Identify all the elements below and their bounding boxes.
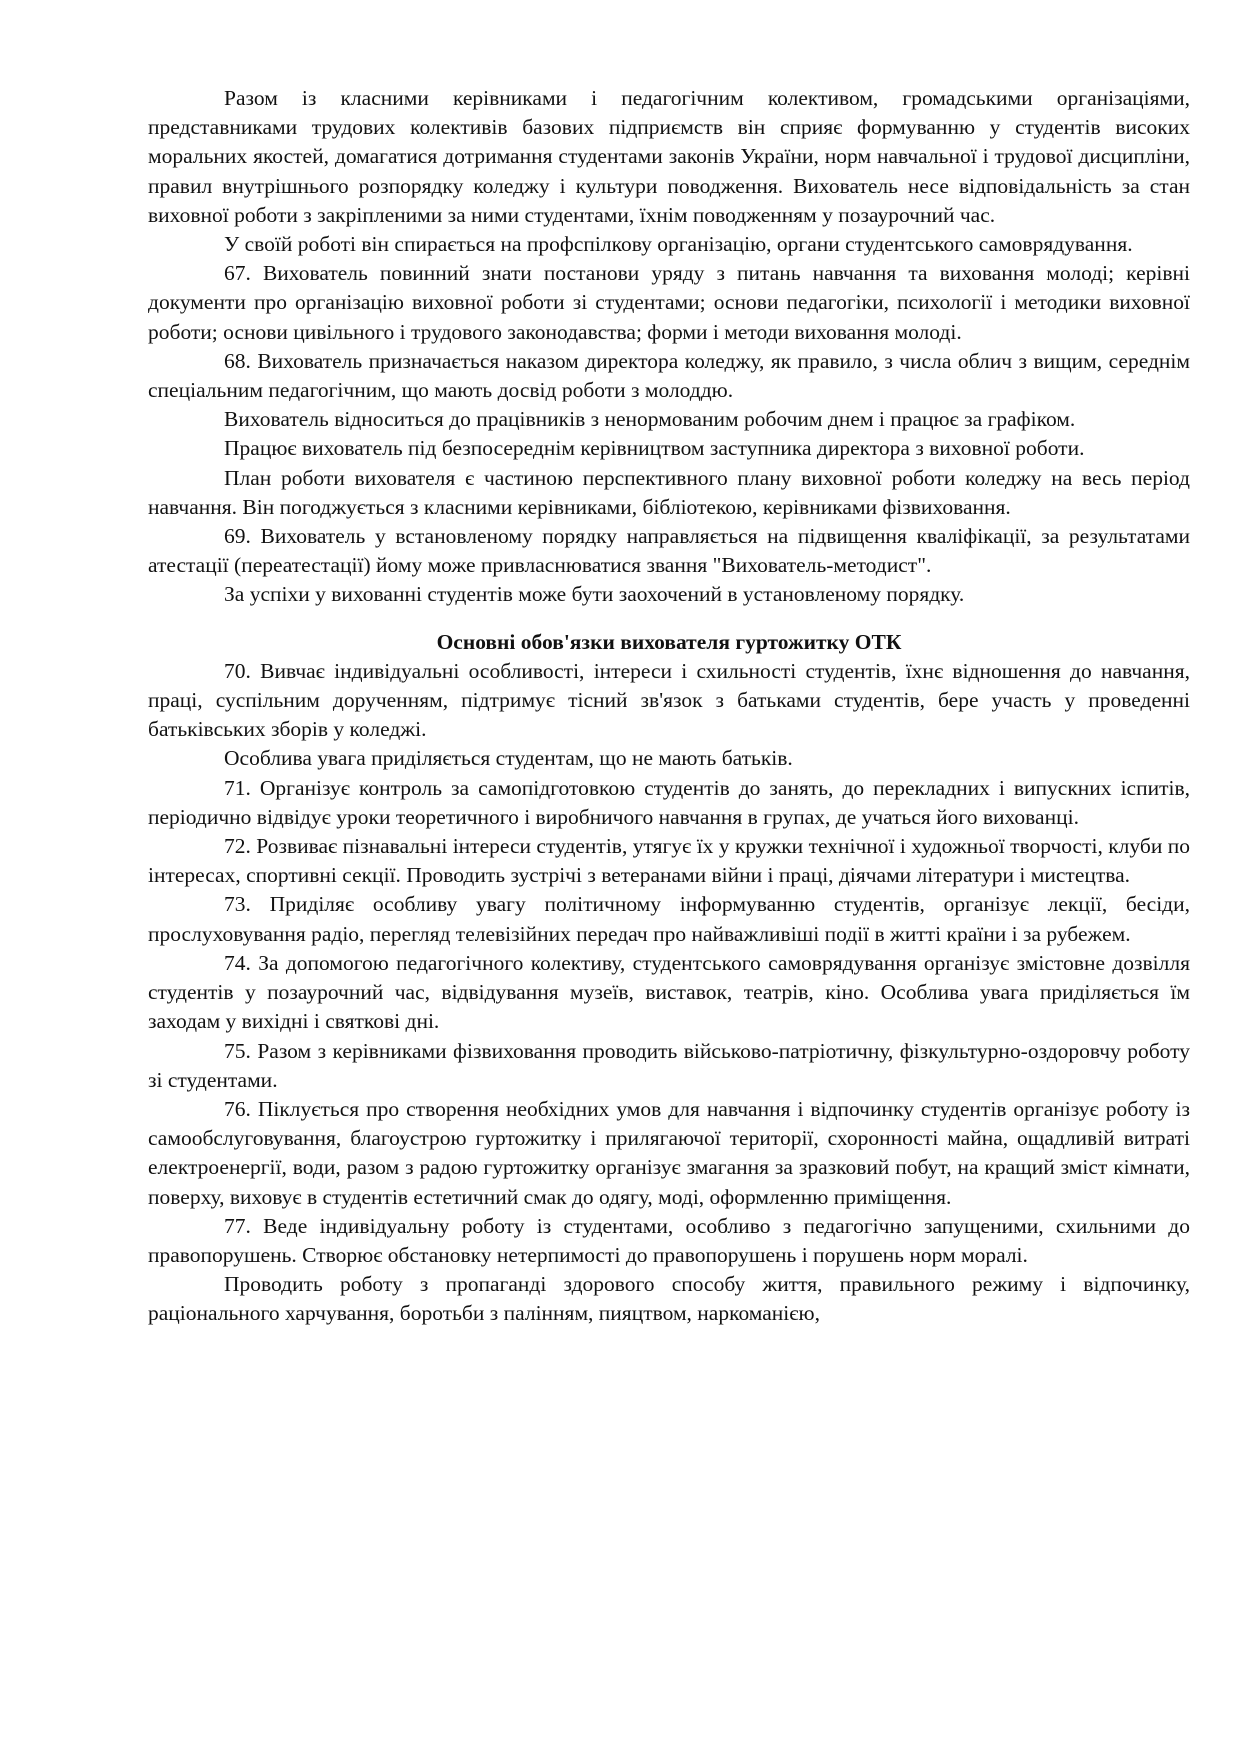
paragraph-item-70: 70. Вивчає індивідуальні особливості, інтереси і схильності студентів, їхнє відношення до навчання, праці, суспільним дорученням, підтримує тісний зв'язок з батьками студентів, бере участь у проведенні батьківських зборів у коледжі. xyxy=(148,658,1190,742)
paragraph-item-76: 76. Піклується про створення необхідних умов для навчання і відпочинку студентів організує роботу із самообслуговування, благоустрою гуртожитку і прилягаючої території, схоронності майна, ощадливій витраті електроенергії, води, разом з радою гуртожитку організує змагання за зразковий побут, на кращий зміст кімнати, поверху, виховує в студентів естетичний смак до одягу, моді, оформленню приміщення. xyxy=(148,1096,1190,1209)
paragraph-item-75: 75. Разом з керівниками фізвиховання проводить військово-патріотичну, фізкультурно-оздоровчу роботу зі студентами. xyxy=(148,1038,1190,1092)
paragraph-healthy-lifestyle: Проводить роботу з пропаганді здорового способу життя, правильного режиму і відпочинку, раціонального харчування, боротьби з палінням, пияцтвом, наркоманією, xyxy=(148,1272,1190,1326)
paragraph-encouragement: За успіхи у вихованні студентів може бути заохочений в установленому порядку. xyxy=(224,582,965,607)
paragraph-item-72: 72. Розвиває пізнавальні інтереси студентів, утягує їх у кружки технічної і художньої творчості, клуби по інтересах, спортивні секції. Проводить зустрічі з ветеранами війни і праці, діячами літератури і мистецтва. xyxy=(148,834,1190,888)
paragraph-supervision: Працює вихователь під безпосереднім керівництвом заступника директора з виховної роботи. xyxy=(224,436,1085,461)
paragraph-educator-duties-intro: Разом із класними керівниками і педагогічним колективом, громадськими організаціями, представниками трудових колективів базових підприємств він сприяє формуванню у студентів високих моральних якостей, домагатися дотримання студентами законів України, норм навчальної і трудової дисципліни, правил внутрішнього розпорядку коледжу і культури поводження. Вихователь несе відповідальність за стан виховної роботи з закріпленими за ними студентами, їхнім поводженням у позаурочний час. xyxy=(148,86,1190,227)
paragraph-item-67: 67. Вихователь повинний знати постанови уряду з питань навчання та виховання молоді; керівні документи про організацію виховної роботи зі студентами; основи педагогіки, психології і методики виховної роботи; основи цивільного і трудового законодавства; форми і методи виховання молоді. xyxy=(148,261,1190,344)
paragraph-item-71: 71. Організує контроль за самопідготовкою студентів до занять, до перекладних і випускних іспитів, періодично відвідує уроки теоретичного і виробничого навчання в групах, де учаться його вихованці. xyxy=(148,775,1190,829)
paragraph-orphans-attention: Особлива увага приділяється студентам, що не мають батьків. xyxy=(224,746,793,771)
paragraph-item-77: 77. Веде індивідуальну роботу із студентами, особливо з педагогічно запущеними, схильними до правопорушень. Створює обстановку нетерпимості до правопорушень і порушень норм моралі. xyxy=(148,1213,1190,1267)
paragraph-union-support: У своїй роботі він спирається на профспілкову організацію, органи студентського самоврядування. xyxy=(224,232,1133,257)
paragraph-work-plan: План роботи вихователя є частиною перспективного плану виховної роботи коледжу на весь період навчання. Він погоджується з класними керівниками, бібліотекою, керівниками фізвиховання. xyxy=(148,465,1190,519)
section-heading: Основні обов'язки вихователя гуртожитку ОТК xyxy=(436,629,902,654)
paragraph-item-68: 68. Вихователь призначається наказом директора коледжу, як правило, з числа облич з вищим, середнім спеціальним педагогічним, що мають досвід роботи з молоддю. xyxy=(148,348,1190,403)
paragraph-working-hours: Вихователь відноситься до працівників з ненормованим робочим днем і працює за графіком. xyxy=(224,407,1076,432)
paragraph-item-69: 69. Вихователь у встановленому порядку направляється на підвищення кваліфікації, за результатами атестації (переатестації) йому може привласнюватися звання "Вихователь-методист". xyxy=(148,524,1190,578)
paragraph-item-74: 74. За допомогою педагогічного колективу, студентського самоврядування організує змістовне дозвілля студентів у позаурочний час, відвідування музеїв, виставок, театрів, кіно. Особлива увага приділяється їм заходам у вихідні і святкові дні. xyxy=(148,950,1190,1034)
paragraph-item-73: 73. Приділяє особливу увагу політичному інформуванню студентів, організує лекції, бесіди, прослуховування радіо, перегляд телевізійних передач про найважливіші події в житті країни і за рубежем. xyxy=(148,892,1190,946)
document-page xyxy=(148,84,1190,1329)
